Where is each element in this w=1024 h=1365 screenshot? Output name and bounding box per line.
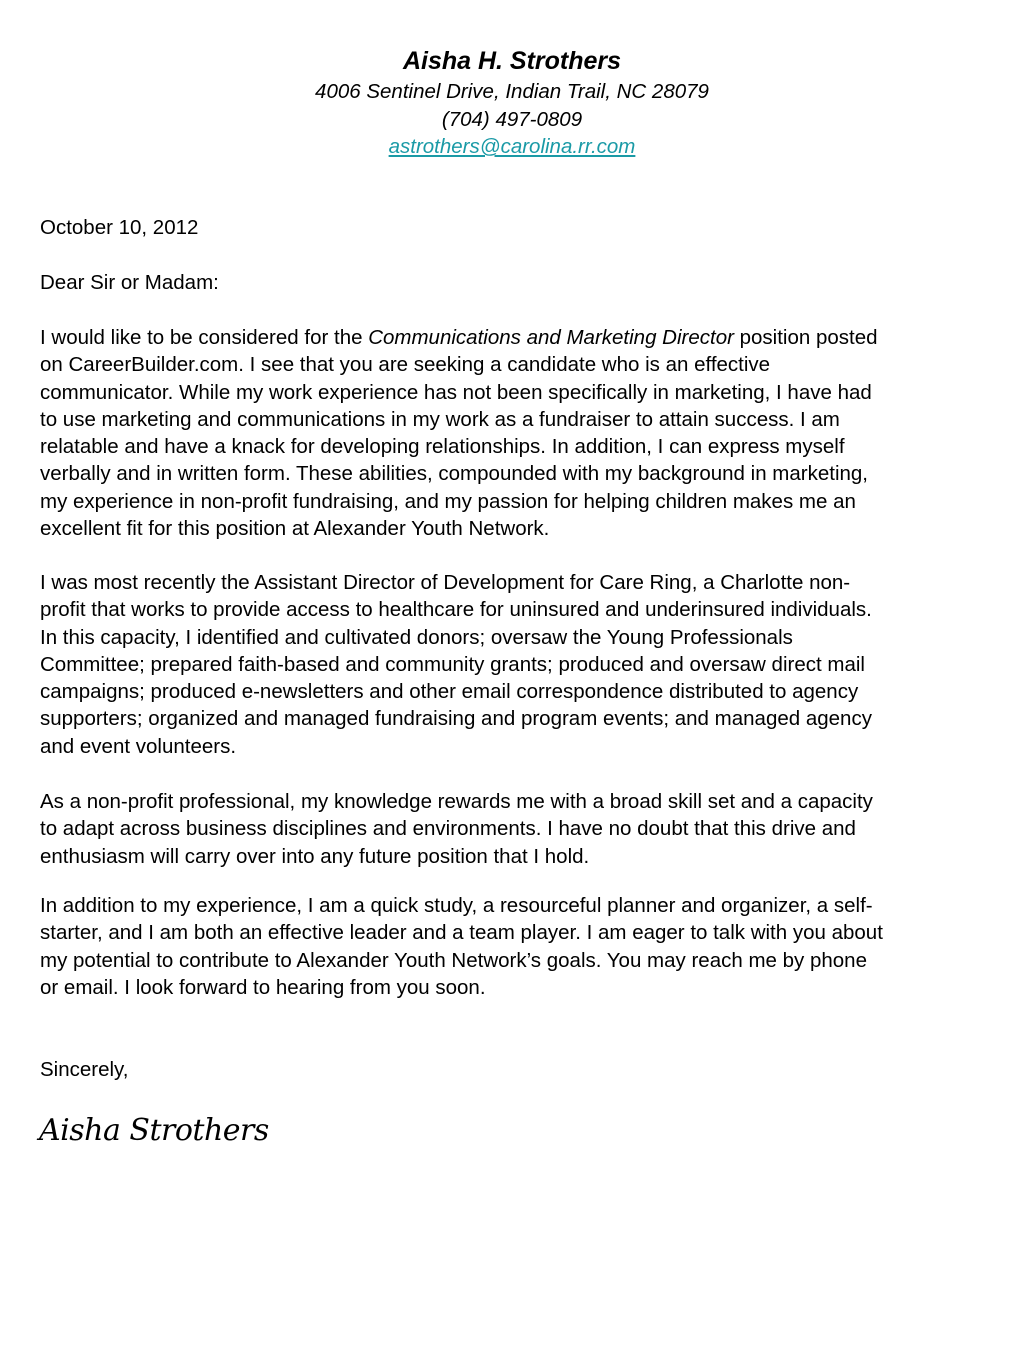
letter-date: October 10, 2012 bbox=[40, 216, 199, 239]
paragraph-line: my experience in non-profit fundraising, and my passion for helping children makes me an bbox=[40, 489, 856, 513]
paragraph-line: verbally and in written form. These abilities, compounded with my background in marketing, bbox=[40, 462, 868, 486]
paragraph-line: I would like to be considered for the Communications and Marketing Director position posted bbox=[40, 326, 878, 349]
paragraph-line: profit that works to provide access to healthcare for uninsured and underinsured individuals. bbox=[40, 598, 872, 622]
paragraph-line: relatable and have a knack for developing relationships. In addition, I can express myself bbox=[40, 435, 845, 459]
sender-phone: (704) 497-0809 bbox=[441, 107, 583, 131]
paragraph-line: on CareerBuilder.com. I see that you are seeking a candidate who is an effective bbox=[40, 353, 771, 377]
paragraph-line: starter, and I am both an effective leader and a team player. I am eager to talk with you about bbox=[40, 921, 883, 945]
paragraph-line: In this capacity, I identified and cultivated donors; oversaw the Young Professionals bbox=[40, 625, 793, 649]
paragraph-line: or email. I look forward to hearing from you soon. bbox=[40, 975, 486, 999]
paragraph-line: to use marketing and communications in my work as a fundraiser to attain success. I am bbox=[40, 407, 840, 431]
paragraph-line: excellent fit for this position at Alexander Youth Network. bbox=[40, 517, 550, 541]
paragraph-1 bbox=[40, 324, 985, 542]
paragraph-line: supporters; organized and managed fundraising and program events; and managed agency bbox=[40, 707, 872, 731]
sender-email-link[interactable]: astrothers@carolina.rr.com bbox=[388, 135, 636, 158]
paragraph-2 bbox=[40, 569, 985, 760]
paragraph-line: my potential to contribute to Alexander Youth Network’s goals. You may reach me by phone bbox=[40, 948, 867, 972]
paragraph-3 bbox=[40, 788, 985, 870]
letterhead bbox=[0, 45, 1024, 161]
salutation: Dear Sir or Madam: bbox=[40, 271, 219, 294]
paragraph-line: Committee; prepared faith-based and community grants; produced and oversaw direct mail bbox=[40, 652, 865, 676]
paragraph-line: As a non-profit professional, my knowledge rewards me with a broad skill set and a capacity bbox=[40, 790, 873, 813]
paragraph-line: to adapt across business disciplines and environments. I have no doubt that this drive and bbox=[40, 817, 856, 841]
closing: Sincerely, bbox=[40, 1058, 129, 1081]
job-title: Communications and Marketing Director bbox=[368, 326, 734, 349]
paragraph-line: enthusiasm will carry over into any future position that I hold. bbox=[40, 844, 590, 868]
sender-address: 4006 Sentinel Drive, Indian Trail, NC 28079 bbox=[315, 80, 709, 103]
sender-name: Aisha H. Strothers bbox=[402, 47, 622, 75]
paragraph-4 bbox=[40, 892, 985, 1001]
paragraph-line: I was most recently the Assistant Director of Development for Care Ring, a Charlotte non- bbox=[40, 571, 851, 594]
paragraph-line: In addition to my experience, I am a quick study, a resourceful planner and organizer, a self- bbox=[40, 894, 873, 917]
paragraph-line: communicator. While my work experience has not been specifically in marketing, I have had bbox=[40, 380, 872, 404]
paragraph-line: and event volunteers. bbox=[40, 734, 237, 758]
signature: Aisha Strothers bbox=[39, 1113, 269, 1148]
paragraph-line: campaigns; produced e-newsletters and other email correspondence distributed to agency bbox=[40, 680, 859, 704]
